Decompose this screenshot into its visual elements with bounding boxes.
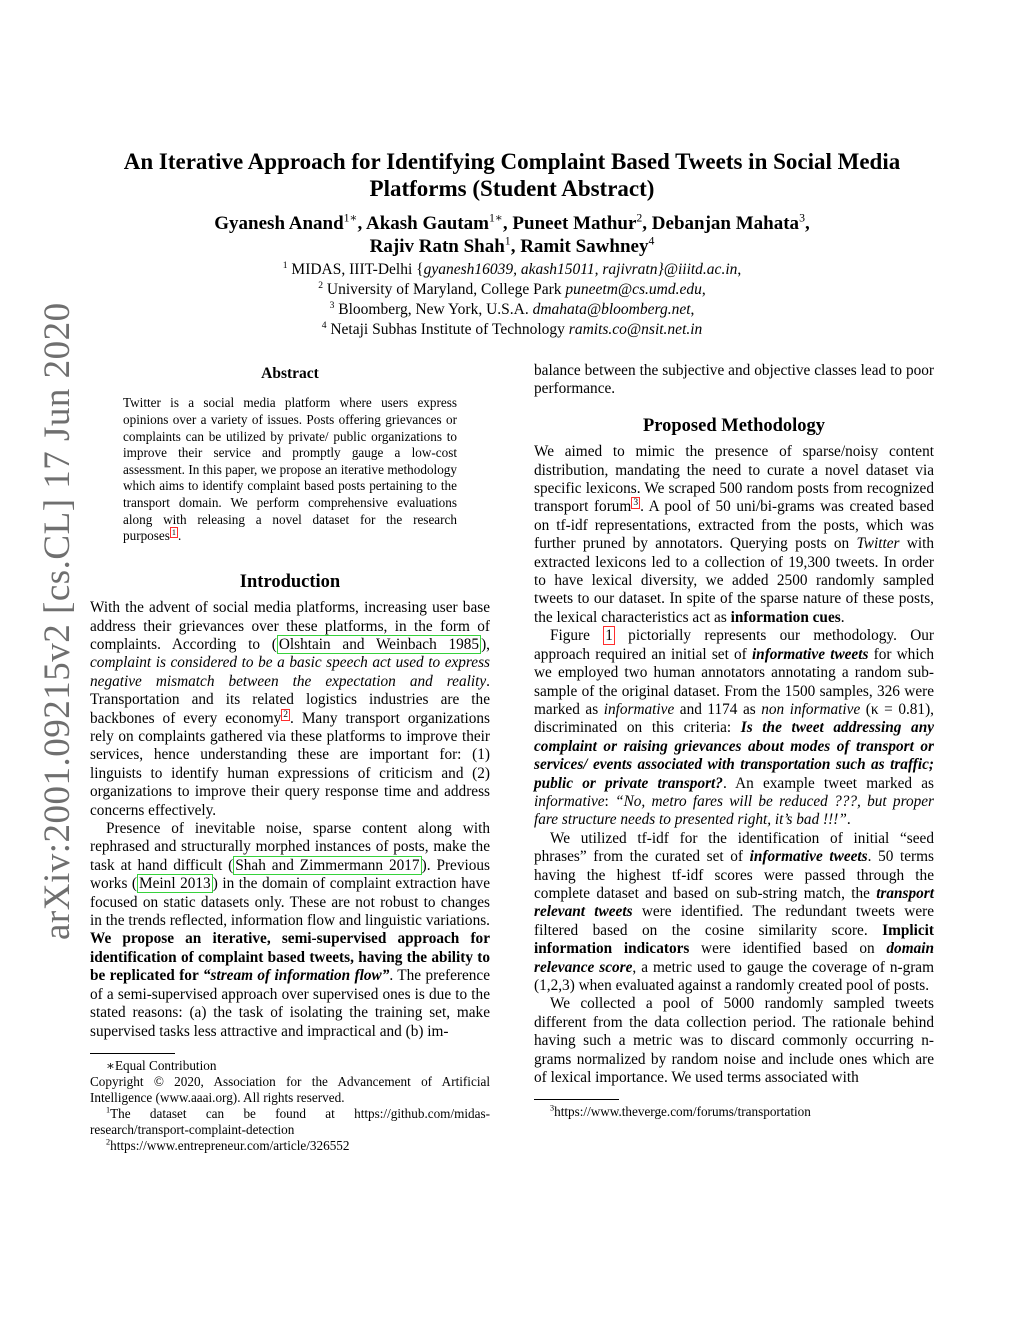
footnote-rule (534, 1099, 619, 1100)
methodology-paragraph: Figure 1 pictorially represents our methodology. Our approach required an initial set of informative tweets for which we employed two human annotators annotating a random sub-sample of the original dataset. From the 1500 samples, 326 were marked as informative and 1174 as non informative (κ = 0.81), discriminated on this criteria: Is the tweet addressing any complaint or raising grievances about modes of transport or services/ events associated with transportation such as traffic; public or private transport?. An example tweet marked as informative: “No, metro fares will be reduced ???, but proper fare structure needs to presented right, it’s bad !!!”. (534, 627, 935, 829)
methodology-paragraph: We collected a pool of 5000 randomly sampled tweets different from the data collection period. The rationale behind having such a metric was to discard commonly occurring n-grams normalized by random noise and include ones which are of lexical importance. We used terms associated with (534, 995, 934, 1087)
intro-heading: Introduction (239, 571, 341, 592)
abstract-heading: Abstract (261, 365, 319, 382)
arxiv-stamp: arXiv:2001.09215v2 [cs.CL] 17 Jun 2020 (37, 302, 78, 940)
footnote-link[interactable]: 2 (283, 709, 289, 720)
footnote-link[interactable]: 1 (171, 527, 176, 537)
intro-paragraph: With the advent of social media platforms, increasing user base address their grievances over these platforms, in the form of complaints. According to ( Olshtain and Weinbach 1985 ), complaint is considered to be a basic speech act used to express negative mismatch between the expectation and reality. Transportation and its related logistics industries are the backbones of every economy $^2$ . Many transport organizations rely on complaints gathered via these platforms to improve their services, hence understanding these are important for: (1) linguists to identify human expressions of criticism and (2) organizations to improve their query response time and address concerns effectively. (90, 599, 490, 819)
methodology-paragraph: We utilized tf-idf for the identification of initial “seed phrases” from the curated set of informative tweets. 50 terms having the highest tf-idf scores were passed through the complete dataset and based on sub-string match, the transport relevant tweets were identified. The redundant tweets were filtered based on the cosine similarity score. Implicit information indicators were identified based on domain relevance score, a metric used to gauge the coverage of n-gram (1,2,3) when evaluated against a randomly created pool of posts. (534, 829, 935, 994)
figure-link[interactable]: 1 (605, 627, 613, 645)
affiliation-line: $^4$ Netaji Subhas Institute of Technology ramits.co@nsit.net.in (321, 319, 703, 338)
copyright-notice: Copyright © 2020, Association for the Advancement of Artificial Intelligence (www.aaai.org). All rights reserved. (90, 1073, 490, 1105)
footnotes (534, 1104, 934, 1120)
author-name: Gyanesh Anand (214, 213, 344, 234)
methodology-paragraph: We aimed to mimic the presence of sparse/noisy content distribution, mandating the need to curate a novel dataset via specific lexicons. We scraped 500 random posts from recognized transport forum $^3$ . A pool of 50 uni/bi-grams was created based on tf-idf representations, extracted from the posts, which was further pruned by annotators. Querying posts on Twitter with extracted lexicons led to a collection of 19,300 tweets. In order to have lexical diversity, we added 2500 randomly sampled tweets to our dataset. In spite of the sparse nature of these posts, the lexical characteristics act as information cues. (534, 443, 935, 626)
citation-link[interactable]: Olshtain and Weinbach 1985 (278, 635, 480, 653)
footnote-link[interactable]: 3 (633, 498, 639, 509)
affiliation-line: $^1$ MIDAS, IIIT-Delhi {gyanesh16039, akash15011, rajivratn}@iiitd.ac.in, (282, 259, 742, 278)
footnote: $^3$https://www.theverge.com/forums/transportation (550, 1104, 811, 1120)
abstract-text: Twitter is a social media platform where users express opinions over a variety of issues. Posts offering grievances or complaints can be utilized by private/ public organizations to improve their service and promptly gauge a low-cost assessment. In this paper, we propose an iterative methodology which aims to identify complaint based posts pertaining to the transport domain. We perform comprehensive evaluations along with releasing a novel dataset for the research purposes $^1$ . (123, 395, 457, 544)
intro-paragraph: Presence of inevitable noise, sparse content along with rephrased and structurally morphed instances of posts, make the task at hand difficult ( Shah and Zimmermann 2017 ). Previous works ( Meinl 2013 ) in the domain of complaint extraction have focused on static datasets only. These are not robust to changes in the trends reflected, information flow and linguistic variations. We propose an iterative, semi-supervised approach for identification of complaint based tweets, having the ability to be replicated for “stream of information flow”. The preference of a semi-supervised approach over supervised ones is due to the stated reasons: (a) the task of isolating the training set, make supervised tasks less attractive and impractical and (b) im- (90, 820, 490, 1040)
affiliation-list (90, 260, 934, 340)
author-name: Akash Gautam (366, 213, 489, 234)
footnote: $^2$https://www.entrepreneur.com/article/326552 (106, 1137, 350, 1153)
footnote-rule (90, 1053, 175, 1054)
author-list: Gyanesh Anand$^{1∗}$, Akash Gautam$^{1∗}$, Puneet Mathur$^2$, Debanjan Mahata$^3$, Rajiv Ratn Shah$^1$, Ramit Sawhney$^4$ (214, 211, 810, 257)
citation-link[interactable]: Shah and Zimmermann 2017 (235, 856, 420, 874)
author-name: Ramit Sawhney (520, 236, 649, 257)
affiliation-line: $^2$ University of Maryland, College Park puneetm@cs.umd.edu, (318, 279, 706, 298)
paper-title: An Iterative Approach for Identifying Complaint Based Tweets in Social Media Platforms (Student Abstract) (123, 149, 901, 201)
footnote: $^1$The dataset can be found at https://github.com/midas-research/transport-complaint-detection (90, 1105, 490, 1137)
footnote: ∗Equal Contribution (106, 1057, 217, 1073)
methodology-heading: Proposed Methodology (642, 415, 826, 436)
affiliation-line: $^3$ Bloomberg, New York, U.S.A. dmahata@bloomberg.net, (329, 299, 695, 318)
author-name: Debanjan Mahata (651, 213, 800, 234)
author-name: Rajiv Ratn Shah (369, 236, 505, 257)
footnotes (90, 1058, 490, 1154)
left-column (90, 362, 490, 1154)
continued-paragraph: balance between the subjective and objective classes lead to poor performance. (534, 362, 934, 398)
paper-header (90, 148, 934, 340)
right-column (534, 362, 934, 1120)
citation-link[interactable]: Meinl 2013 (139, 875, 211, 893)
author-name: Puneet Mathur (512, 213, 637, 234)
